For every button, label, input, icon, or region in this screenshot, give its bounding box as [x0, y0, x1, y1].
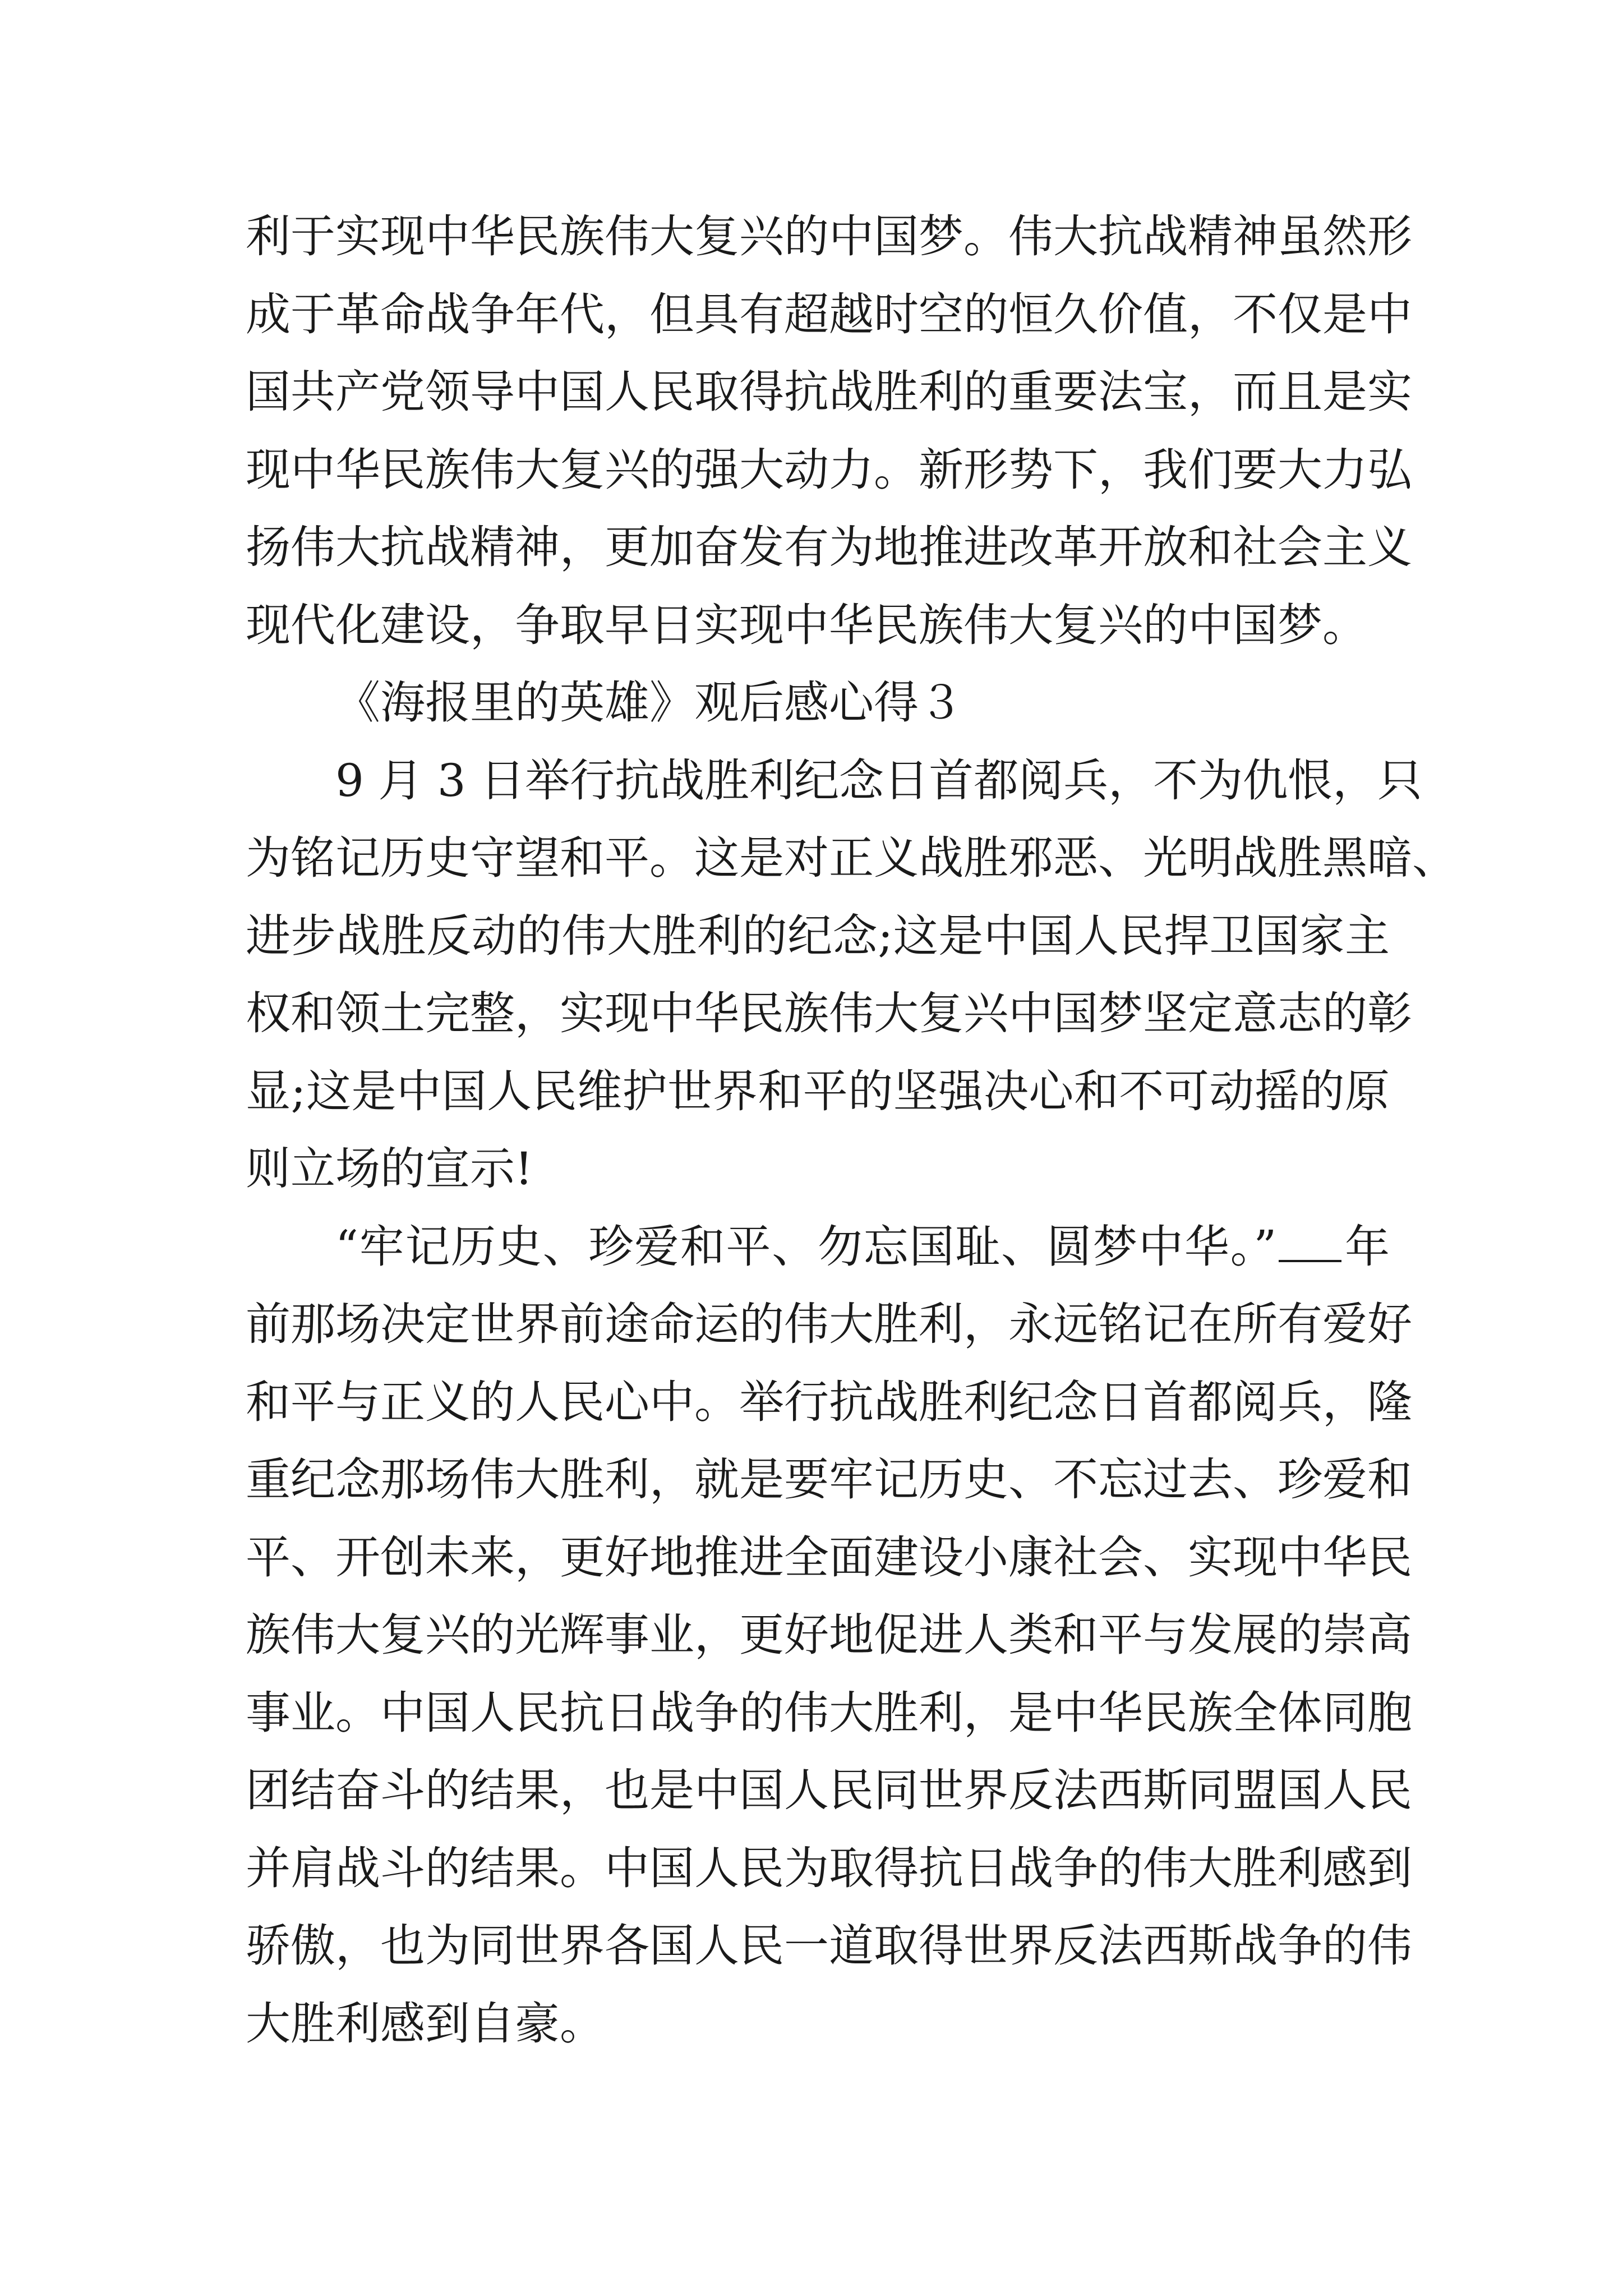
- text-line: 现代化建设，争取早日实现中华民族伟大复兴的中国梦。: [246, 599, 1367, 651]
- text-line: 和平与正义的人民心中。举行抗战胜利纪念日首都阅兵，隆: [246, 1376, 1412, 1428]
- text-line: 则立场的宣示!: [246, 1143, 533, 1195]
- text-line: 平、开创未来，更好地推进全面建设小康社会、实现中华民: [246, 1531, 1412, 1584]
- section-heading: 《海报里的英雄》观后感心得３: [335, 677, 963, 729]
- text-line: 骄傲，也为同世界各国人民一道取得世界反法西斯战争的伟: [246, 1920, 1412, 1972]
- fill-in-blank: [1279, 1221, 1341, 1262]
- text-fragment: 年: [1344, 1221, 1390, 1273]
- text-line: 事业。中国人民抗日战争的伟大胜利，是中华民族全体同胞: [246, 1687, 1412, 1739]
- text-line: 成于革命战争年代，但具有超越时空的恒久价值，不仅是中: [246, 288, 1412, 341]
- text-line: 团结奋斗的结果，也是中国人民同世界反法西斯同盟国人民: [246, 1764, 1412, 1816]
- text-line: 进步战胜反动的伟大胜利的纪念;这是中国人民捍卫国家主: [246, 910, 1390, 962]
- quote-text: “牢记历史、珍爱和平、勿忘国耻、圆梦中华。”: [335, 1221, 1277, 1273]
- text-line: 扬伟大抗战精神，更加奋发有为地推进改革开放和社会主义: [246, 521, 1412, 573]
- text-line: 为铭记历史守望和平。这是对正义战胜邪恶、光明战胜黑暗、: [246, 832, 1457, 884]
- text-line: [335, 1219, 1390, 1275]
- text-line: 国共产党领导中国人民取得抗战胜利的重要法宝，而且是实: [246, 366, 1412, 418]
- text-line: 显;这是中国人民维护世界和平的坚强决心和不可动摇的原: [246, 1065, 1390, 1117]
- text-line: 9 月 3 日举行抗战胜利纪念日首都阅兵，不为仇恨，只: [335, 754, 1423, 807]
- text-line: 重纪念那场伟大胜利，就是要牢记历史、不忘过去、珍爱和: [246, 1453, 1412, 1506]
- text-line: 权和领土完整，实现中华民族伟大复兴中国梦坚定意志的彰: [246, 987, 1412, 1039]
- text-line: 族伟大复兴的光辉事业，更好地促进人类和平与发展的崇高: [246, 1609, 1412, 1661]
- text-line: 现中华民族伟大复兴的强大动力。新形势下，我们要大力弘: [246, 444, 1412, 496]
- text-line: 利于实现中华民族伟大复兴的中国梦。伟大抗战精神虽然形: [246, 210, 1412, 263]
- text-line: 前那场决定世界前途命运的伟大胜利，永远铭记在所有爱好: [246, 1298, 1412, 1350]
- text-line: 并肩战斗的结果。中国人民为取得抗日战争的伟大胜利感到: [246, 1842, 1412, 1894]
- text-line: 大胜利感到自豪。: [246, 1998, 605, 2050]
